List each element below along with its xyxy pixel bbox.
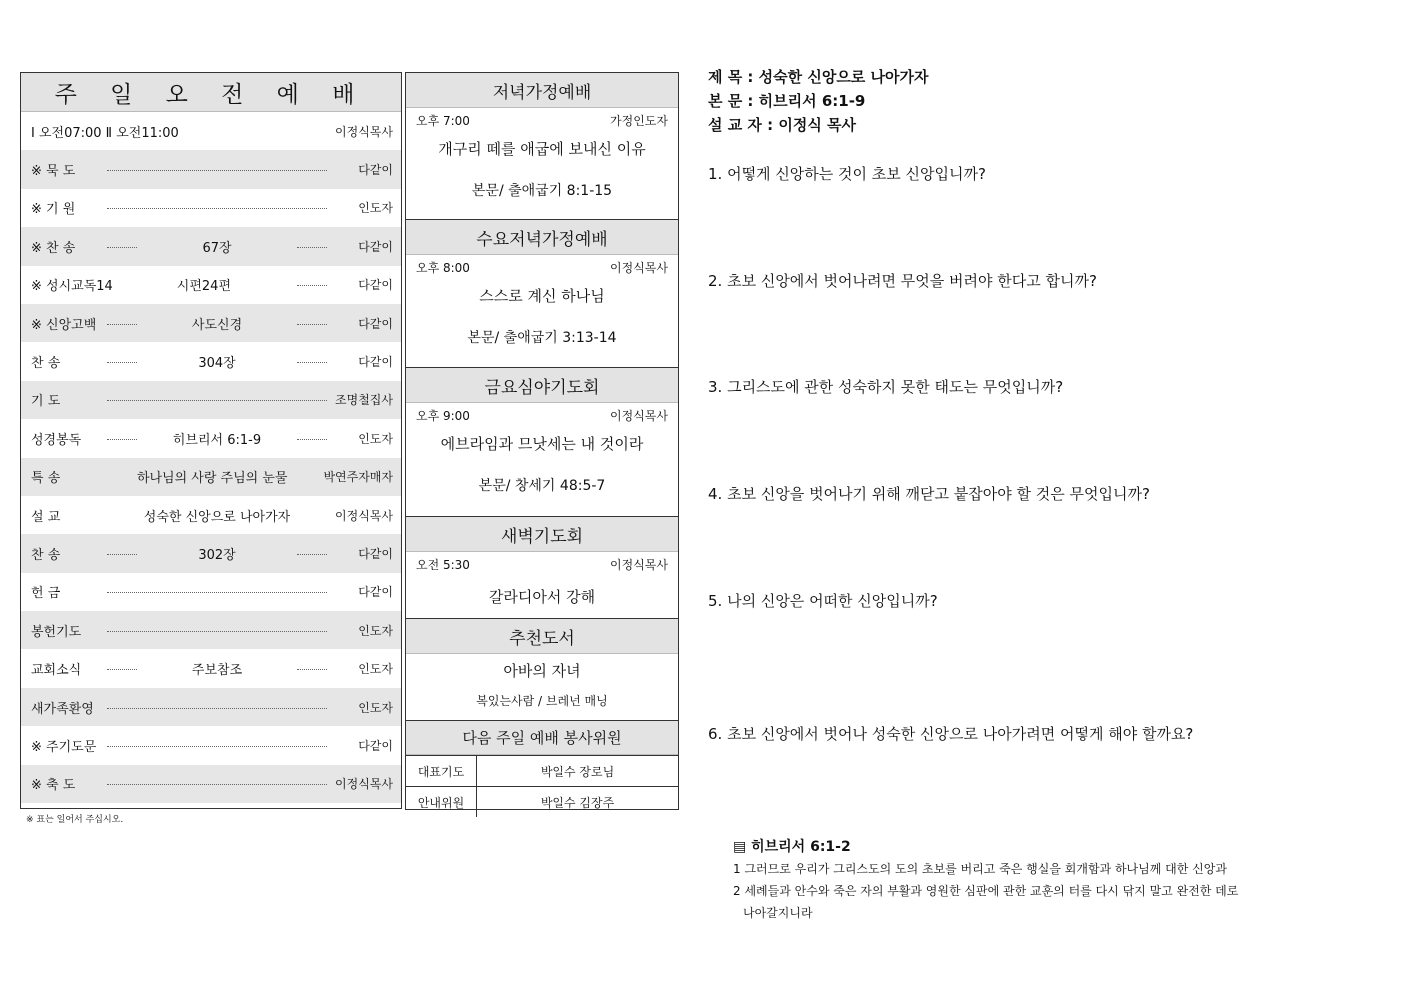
service-times-row [21,112,401,150]
item-leader: 다같이 [358,239,393,254]
dot-leader [107,784,327,785]
item-leader: 이정식목사 [335,508,393,523]
time: 오전 5:30 [416,558,470,572]
role: 대표기도 [406,756,477,787]
dot-leader [297,439,327,440]
question-3: 3. 그리스도에 관한 성숙하지 못한 태도는 무엇입니까? [708,378,1064,396]
dot-leader [107,170,327,171]
item-leader: 다같이 [358,163,393,178]
item-center [107,782,327,785]
dot-leader [297,554,327,555]
item-label: ※ 주기도문 [31,739,97,755]
item-center [107,168,327,171]
standing-footnote: ※ 표는 일어서 주십시오. [26,815,124,825]
dot-leader [107,669,137,670]
service-times-leader: 이정식목사 [335,124,393,139]
verse-2: 2 세례들과 안수와 죽은 자의 부활과 영원한 심판에 관한 교훈의 터를 다시 닦지 말고 완전한 데로 [733,884,1239,898]
dot-leader [107,208,327,209]
worship-order-item [21,458,401,496]
wednesday-worship [406,220,678,368]
dot-leader [297,285,327,286]
item-center [107,544,327,563]
worship-order-item [21,342,401,380]
item-leader: 조명철집사 [335,393,393,408]
item-content: 성숙한 신앙으로 나아가자 [143,509,291,525]
worship-order-item [21,765,401,803]
worship-order-item [21,496,401,534]
worship-title: 주 일 오 전 예 배 [21,73,401,112]
worship-order-item [21,611,401,649]
dot-leader [107,631,327,632]
worship-order-panel [20,72,402,809]
item-leader: 인도자 [358,201,393,216]
dot-leader [107,592,327,593]
item-center [107,590,327,593]
item-label: ※ 찬 송 [31,240,76,256]
item-label: 찬 송 [31,356,61,372]
question-1: 1. 어떻게 신앙하는 것이 초보 신앙입니까? [708,165,986,183]
question-4: 4. 초보 신앙을 벗어나기 위해 깨닫고 붙잡아야 할 것은 무엇입니까? [708,485,1150,503]
worship-order-item [21,419,401,457]
sermon-title: 제 목 : 성숙한 신앙으로 나아가자 [708,68,929,86]
item-content: 사도신경 [191,317,243,333]
item-label: ※ 축 도 [31,778,76,794]
leader: 가정인도자 [610,114,668,128]
item-center [107,744,327,747]
volunteers-table [406,755,678,817]
item-leader: 이정식목사 [335,777,393,792]
item-label: ※ 성시교독14 [31,279,113,295]
item-label: 헌 금 [31,586,61,602]
dot-leader [107,708,327,709]
section-title: 금요심야기도회 [406,368,678,403]
worship-order-item [21,726,401,764]
friday-prayer [406,368,678,517]
sermon-title: 갈라디아서 강해 [488,588,596,606]
worship-order-item [21,381,401,419]
item-leader: 다같이 [358,546,393,561]
dawn-prayer [406,517,678,619]
service-times: Ⅰ 오전07:00 Ⅱ 오전11:00 [31,125,179,141]
recommended-books [406,619,678,721]
sermon-preacher: 설 교 자 : 이정식 목사 [708,116,857,134]
item-center [107,237,327,256]
dot-leader [107,362,137,363]
table-row [406,787,678,818]
worship-order-item [21,649,401,687]
time: 오후 8:00 [416,261,470,275]
item-leader: 다같이 [358,585,393,600]
book-title: 아바의 자녀 [503,662,581,680]
item-center [107,659,327,678]
dot-leader [297,324,327,325]
item-center [107,706,327,709]
scripture: 본문/ 출애굽기 8:1-15 [471,183,613,199]
item-center [107,467,317,486]
item-center [119,275,327,294]
dot-leader [107,554,137,555]
item-leader: 인도자 [358,623,393,638]
question-2: 2. 초보 신앙에서 벗어나려면 무엇을 버려야 한다고 합니까? [708,272,1097,290]
question-6: 6. 초보 신앙에서 벗어나 성숙한 신앙으로 나아가려면 어떻게 해야 할까요? [708,725,1194,743]
item-label: 성경봉독 [31,432,82,448]
time: 오후 7:00 [416,114,470,128]
scripture: 본문/ 창세기 48:5-7 [478,478,606,494]
worship-order-item [21,534,401,572]
worship-order-item [21,304,401,342]
scripture: 본문/ 출애굽기 3:13-14 [467,330,617,346]
worship-order-list [21,150,401,803]
item-leader: 인도자 [358,662,393,677]
names: 박일수 김장주 [477,787,679,818]
verse-1: 1 그러므로 우리가 그리스도의 도의 초보를 버리고 죽은 행실을 회개함과 하나님께 대한 신앙과 [733,862,1227,876]
item-leader: 인도자 [358,700,393,715]
dot-leader [107,324,137,325]
item-leader: 박연주자매자 [323,470,393,485]
section-title: 새벽기도회 [406,517,678,552]
leader: 이정식목사 [610,558,668,572]
sermon-text: 본 문 : 히브리서 6:1-9 [708,92,866,110]
dot-leader [297,247,327,248]
sermon-title: 개구리 떼를 애굽에 보내신 이유 [438,140,646,158]
item-label: 새가족환영 [31,701,94,717]
item-label: 찬 송 [31,547,61,563]
item-label: 설 교 [31,509,61,525]
worship-order-item [21,227,401,265]
item-content: 하나님의 사랑 주님의 눈물 [136,471,288,487]
evening-family-worship [406,73,678,220]
dot-leader [297,362,327,363]
time: 오후 9:00 [416,409,470,423]
dot-leader [107,439,137,440]
item-center [107,352,327,371]
item-label: 교회소식 [31,663,82,679]
worship-order-item [21,150,401,188]
leader: 이정식목사 [610,261,668,275]
item-content: 67장 [202,240,232,256]
item-label: 봉헌기도 [31,624,82,640]
worship-order-item [21,688,401,726]
scripture-title: ▤ 히브리서 6:1-2 [733,839,851,855]
item-content: 히브리서 6:1-9 [172,432,262,448]
item-label: ※ 기 원 [31,202,76,218]
item-center [107,629,327,632]
table-row [406,756,678,787]
item-content: 주보참조 [191,663,243,679]
item-leader: 다같이 [358,355,393,370]
item-center [107,429,327,448]
worship-order-item [21,573,401,611]
verse-2-cont: 나아갈지니라 [743,906,813,920]
item-content: 304장 [198,356,236,372]
item-center [107,206,327,209]
dot-leader [107,247,137,248]
section-title: 수요저녁가정예배 [406,220,678,255]
item-label: 특 송 [31,471,61,487]
section-title: 다음 주일 예배 봉사위원 [406,721,678,755]
next-week-volunteers [406,721,678,817]
worship-order-item [21,189,401,227]
names: 박일수 장로님 [477,756,679,787]
item-label: ※ 묵 도 [31,164,76,180]
item-center [107,398,327,401]
book-publisher-author: 복있는사람 / 브레넌 매닝 [476,694,608,708]
item-leader: 다같이 [358,738,393,753]
item-label: ※ 신앙고백 [31,317,97,333]
item-center [107,314,327,333]
section-title: 저녁가정예배 [406,73,678,108]
item-center [107,506,327,525]
item-content: 시편24편 [176,279,232,295]
worship-order-item [21,266,401,304]
sermon-title: 에브라임과 므낫세는 내 것이라 [440,435,644,453]
schedule-panel [405,72,679,810]
leader: 이정식목사 [610,409,668,423]
item-leader: 다같이 [358,316,393,331]
question-5: 5. 나의 신앙은 어떠한 신앙입니까? [708,592,938,610]
item-leader: 인도자 [358,431,393,446]
section-title: 추천도서 [406,619,678,654]
sermon-title: 스스로 계신 하나님 [479,287,605,305]
dot-leader [107,746,327,747]
item-leader: 다같이 [358,278,393,293]
dot-leader [297,669,327,670]
dot-leader [107,400,327,401]
role: 안내위원 [406,787,477,818]
item-label: 기 도 [31,394,61,410]
item-content: 302장 [198,547,236,563]
